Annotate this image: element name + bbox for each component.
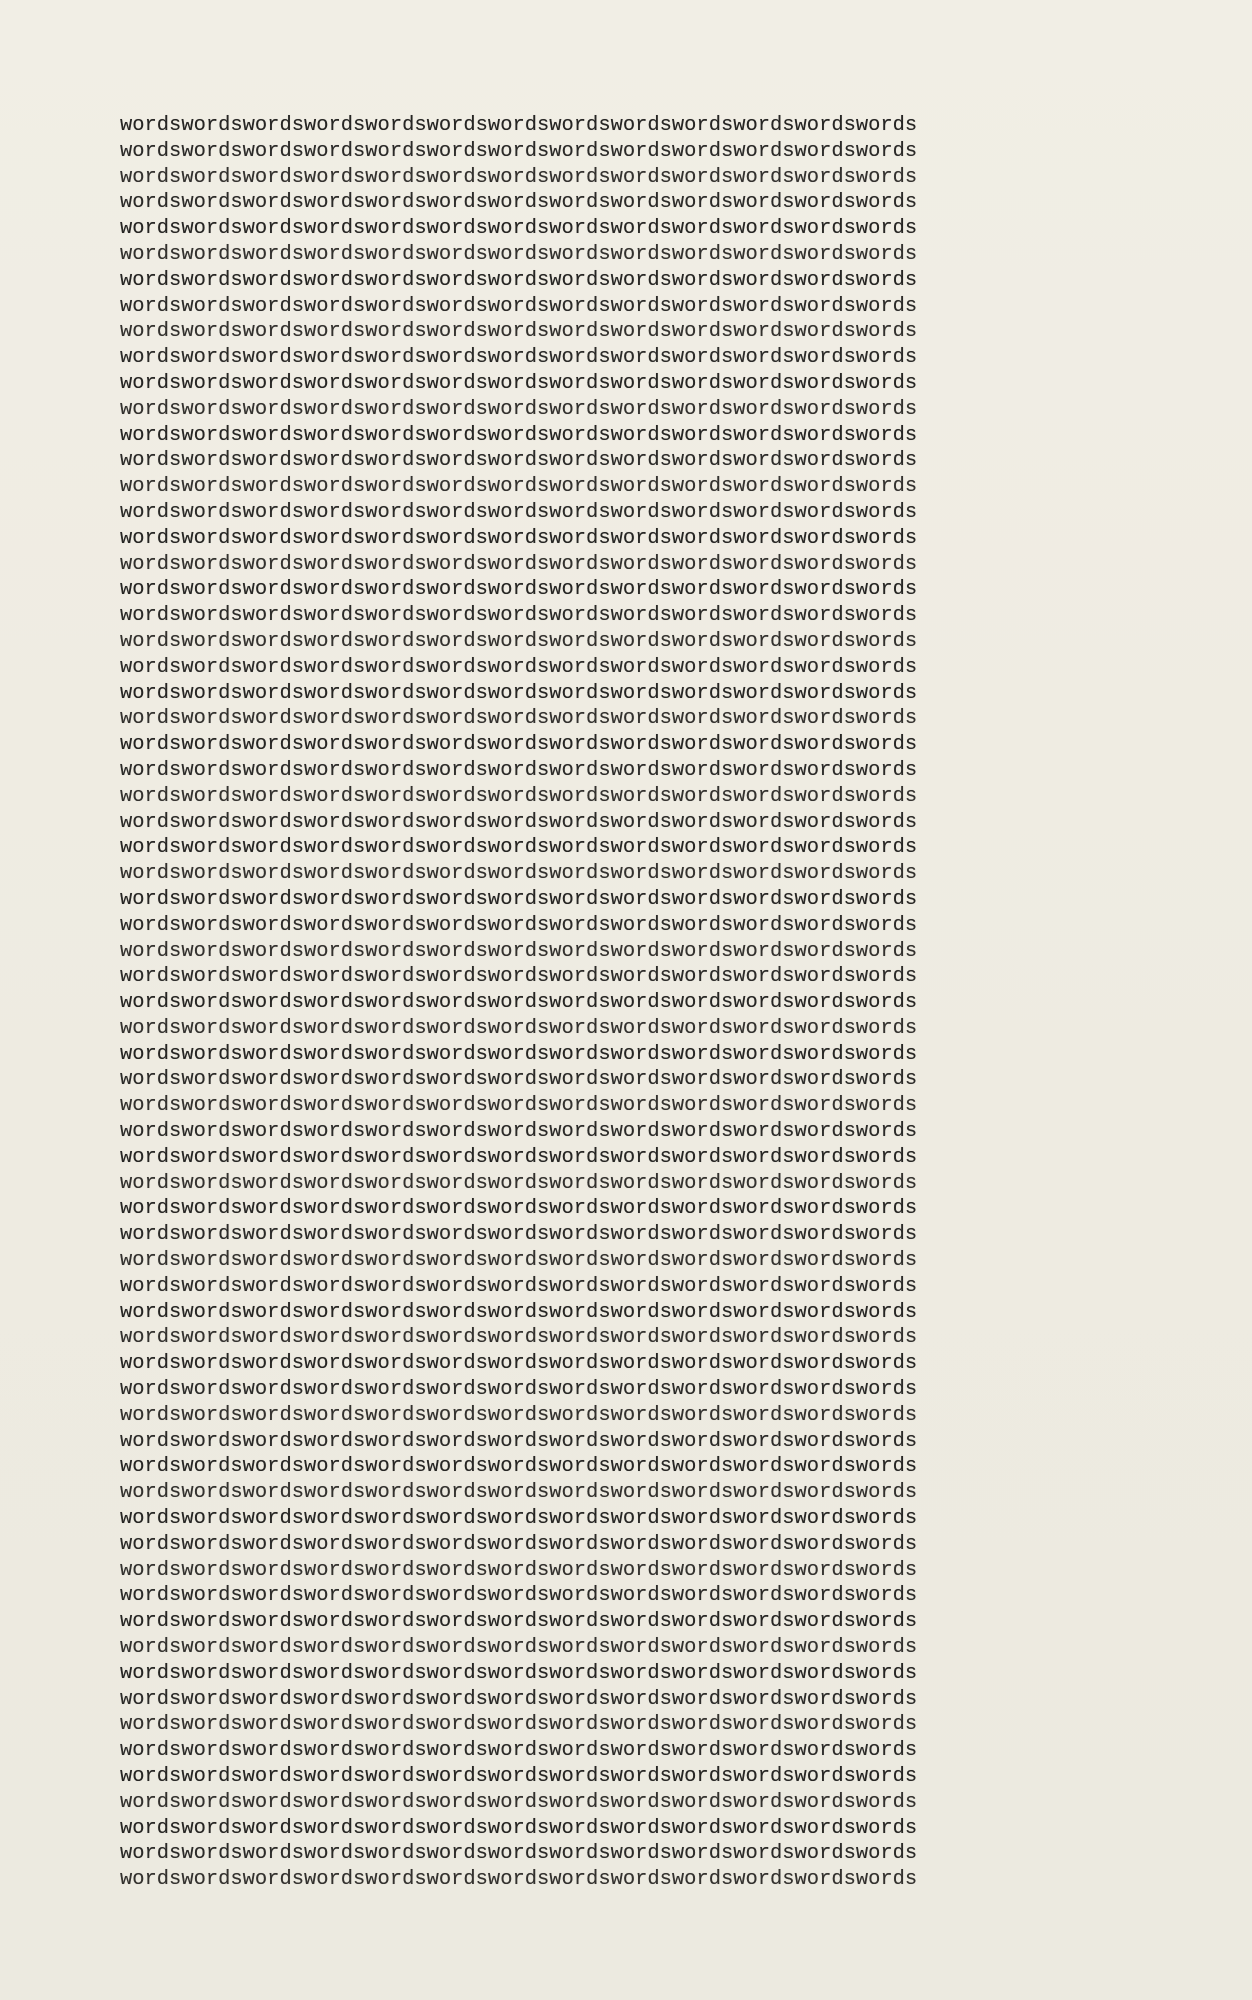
typed-line: wordswordswordswordswordswordswordswordswordswordswordswordswords [120,758,918,782]
typed-line: wordswordswordswordswordswordswordswordswordswordswordswordswords [120,1249,918,1273]
typed-line: wordswordswordswordswordswordswordswordswordswordswordswordswords [120,552,918,576]
typed-line: wordswordswordswordswordswordswordswordswordswordswordswordswords [120,1378,918,1402]
typed-line: wordswordswordswordswordswordswordswordswordswordswordswordswords [120,1532,918,1556]
typed-line: wordswordswordswordswordswordswordswordswordswordswordswordswords [120,1016,918,1040]
typed-line: wordswordswordswordswordswordswordswordswordswordswordswordswords [120,165,918,189]
typed-line: wordswordswordswordswordswordswordswordswordswordswordswordswords [120,939,918,963]
typed-line: wordswordswordswordswordswordswordswordswordswordswordswordswords [120,965,918,989]
typed-line: wordswordswordswordswordswordswordswordswordswordswordswordswords [120,1068,918,1092]
typed-line: wordswordswordswordswordswordswordswordswordswordswordswordswords [120,1558,918,1582]
typed-line: wordswordswordswordswordswordswordswordswordswordswordswordswords [120,114,918,137]
typed-line: wordswordswordswordswordswordswordswordswordswordswordswordswords [120,1352,918,1376]
typed-line: wordswordswordswordswordswordswordswordswordswordswordswordswords [120,423,918,447]
typed-line: wordswordswordswordswordswordswordswordswordswordswordswordswords [120,475,918,499]
typed-line: wordswordswordswordswordswordswordswordswordswordswordswordswords [120,242,918,266]
typed-line: wordswordswordswordswordswordswordswordswordswordswordswordswords [120,397,918,421]
typed-line: wordswordswordswordswordswordswordswordswordswordswordswordswords [120,217,918,241]
typed-line: wordswordswordswordswordswordswordswordswordswordswordswordswords [120,1584,918,1608]
typed-line: wordswordswordswordswordswordswordswordswordswordswordswordswords [120,836,918,860]
typed-line: wordswordswordswordswordswordswordswordswordswordswordswordswords [120,526,918,550]
typed-line: wordswordswordswordswordswordswordswordswordswordswordswordswords [120,1816,918,1840]
typed-line: wordswordswordswordswordswordswordswordswordswordswordswordswords [120,500,918,524]
typed-line: wordswordswordswordswordswordswordswordswordswordswordswordswords [120,1481,918,1505]
typed-line: wordswordswordswordswordswordswordswordswordswordswordswordswords [120,1455,918,1479]
typed-line: wordswordswordswordswordswordswordswordswordswordswordswordswords [120,913,918,937]
typed-line: wordswordswordswordswordswordswordswordswordswordswordswordswords [120,1765,918,1788]
typed-line: wordswordswordswordswordswordswordswordswordswordswordswordswords [120,1120,918,1144]
typed-line: wordswordswordswordswordswordswordswordswordswordswordswordswords [120,1223,918,1247]
typed-line: wordswordswordswordswordswordswordswordswordswordswordswordswords [120,1507,918,1531]
typed-line: wordswordswordswordswordswordswordswordswordswordswordswordswords [120,1326,918,1350]
typed-line: wordswordswordswordswordswordswordswordswordswordswordswordswords [120,1868,918,1892]
typed-line: wordswordswordswordswordswordswordswordswordswordswordswordswords [120,1790,918,1814]
typed-line: wordswordswordswordswordswordswordswordswordswordswordswordswords [120,1661,918,1685]
typed-line: wordswordswordswordswordswordswordswordswordswordswordswordswords [120,139,918,163]
typed-line: wordswordswordswordswordswordswordswordswordswordswordswordswords [120,681,918,705]
typed-line: wordswordswordswordswordswordswordswordswordswordswordswordswords [120,1403,918,1427]
typed-line: wordswordswordswordswordswordswordswordswordswordswordswordswords [120,1842,918,1866]
typed-line: wordswordswordswordswordswordswordswordswordswordswordswordswords [120,1610,918,1634]
typed-line: wordswordswordswordswordswordswordswordswordswordswordswordswords [120,1197,918,1221]
typed-line: wordswordswordswordswordswordswordswordswordswordswordswordswords [120,655,918,679]
typed-line: wordswordswordswordswordswordswordswordswordswordswordswordswords [120,294,918,318]
typed-line: wordswordswordswordswordswordswordswordswordswordswordswordswords [120,1171,918,1195]
typed-line: wordswordswordswordswordswordswordswordswordswordswordswordswords [120,449,918,473]
typed-line: wordswordswordswordswordswordswordswordswordswordswordswordswords [120,1429,918,1453]
typed-line: wordswordswordswordswordswordswordswordswordswordswordswordswords [120,629,918,653]
typed-line: wordswordswordswordswordswordswordswordswordswordswordswordswords [120,991,918,1015]
typed-line: wordswordswordswordswordswordswordswordswordswordswordswordswords [120,191,918,215]
typed-line: wordswordswordswordswordswordswordswordswordswordswordswordswords [120,1636,918,1660]
typed-line: wordswordswordswordswordswordswordswordswordswordswordswordswords [120,707,918,731]
typed-line: wordswordswordswordswordswordswordswordswordswordswordswordswords [120,1145,918,1169]
typed-line: wordswordswordswordswordswordswordswordswordswordswordswordswords [120,887,918,911]
typed-line: wordswordswordswordswordswordswordswordswordswordswordswordswords [120,346,918,370]
typed-line: wordswordswordswordswordswordswordswordswordswordswordswordswords [120,862,918,886]
typed-line: wordswordswordswordswordswordswordswordswordswordswordswordswords [120,1094,918,1118]
typed-line: wordswordswordswordswordswordswordswordswordswordswordswordswords [120,604,918,628]
typed-line: wordswordswordswordswordswordswordswordswordswordswordswordswords [120,268,918,292]
typed-line: wordswordswordswordswordswordswordswordswordswordswordswordswords [120,1713,918,1737]
typed-line: wordswordswordswordswordswordswordswordswordswordswordswordswords [120,578,918,602]
typed-line: wordswordswordswordswordswordswordswordswordswordswordswordswords [120,733,918,757]
typed-line: wordswordswordswordswordswordswordswordswordswordswordswordswords [120,371,918,395]
typed-line: wordswordswordswordswordswordswordswordswordswordswordswordswords [120,1274,918,1298]
typed-line: wordswordswordswordswordswordswordswordswordswordswordswordswords [120,784,918,808]
typed-text-block [120,113,1132,1893]
typed-line: wordswordswordswordswordswordswordswordswordswordswordswordswords [120,810,918,834]
typed-line: wordswordswordswordswordswordswordswordswordswordswordswordswords [120,1042,918,1066]
typed-line: wordswordswordswordswordswordswordswordswordswordswordswordswords [120,1739,918,1763]
typed-line: wordswordswordswordswordswordswordswordswordswordswordswordswords [120,320,918,344]
typed-line: wordswordswordswordswordswordswordswordswordswordswordswordswords [120,1687,918,1711]
typed-line: wordswordswordswordswordswordswordswordswordswordswordswordswords [120,1300,918,1324]
